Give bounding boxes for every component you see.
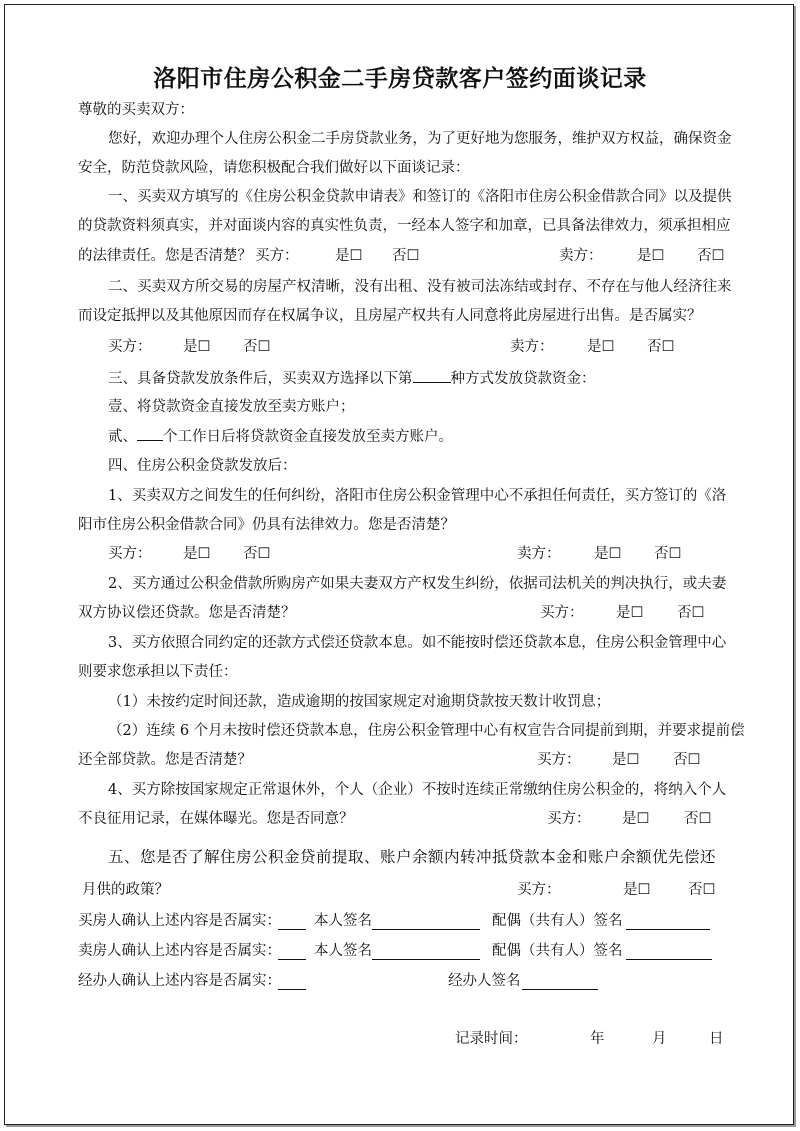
seller-confirm-field[interactable] [278, 941, 306, 960]
method-number-field[interactable] [413, 368, 451, 383]
section-3-option-1: 壹、将贷款资金直接发放至卖方账户； [108, 399, 355, 415]
seller-label: 卖方： [559, 248, 603, 264]
buyer-spouse-sign-field[interactable] [626, 911, 710, 930]
option-2-prefix: 贰、 [108, 429, 137, 445]
seller-no-checkbox[interactable]: 否☐ [697, 248, 725, 264]
buyer-no-checkbox[interactable]: 否☐ [673, 752, 701, 768]
buyer-yes-checkbox[interactable]: 是☐ [612, 752, 640, 768]
seller-yes-checkbox[interactable]: 是☐ [587, 339, 615, 355]
item-4-1-line-2: 阳市住房公积金借款合同》仍具有法律效力。您是否清楚？ [78, 517, 455, 533]
buyer-no-checkbox[interactable]: 否☐ [677, 605, 705, 621]
buyer-no-checkbox[interactable]: 否☐ [243, 546, 271, 562]
buyer-yes-checkbox[interactable]: 是☐ [335, 248, 363, 264]
workday-count-field[interactable] [137, 426, 163, 441]
item-4-4-line-1: 4、买方除按国家规定正常退休外，个人（企业）不按时连续正常缴纳住房公积金的，将纳入个人 [108, 782, 727, 798]
section-3-text-b: 种方式发放贷款资金： [450, 371, 596, 387]
buyer-label: 买方： [537, 752, 581, 768]
buyer-label: 买方： [108, 546, 152, 562]
item-4-2-line-1: 2、买方通过公积金借款所购房产如果夫妻双方产权发生纠纷，依据司法机关的判决执行，或夫妻 [108, 576, 727, 592]
seller-spouse-sign-label: 配偶（共有人）签名 [492, 943, 623, 959]
item-4-3-sub-1: （1）未按约定时间还款，造成逾期的按国家规定对逾期贷款按天数计收罚息； [108, 694, 611, 710]
seller-no-checkbox[interactable]: 否☐ [654, 546, 682, 562]
seller-self-sign-label: 本人签名 [314, 943, 372, 959]
seller-label: 卖方： [510, 339, 554, 355]
seller-no-checkbox[interactable]: 否☐ [647, 339, 675, 355]
section-3-text-a: 三、具备贷款发放条件后，买卖双方选择以下第 [108, 371, 413, 387]
section-5-line-2: 月供的政策？ [82, 882, 169, 898]
buyer-label: 买方： [517, 882, 561, 898]
agent-sign-label: 经办人签名 [448, 973, 521, 989]
year-label: 年 [590, 1031, 605, 1047]
record-time-label: 记录时间： [455, 1031, 528, 1047]
section-3-option-2 [108, 426, 453, 447]
greeting: 尊敬的买卖双方： [78, 102, 194, 118]
buyer-yes-checkbox[interactable]: 是☐ [623, 882, 651, 898]
section-1-line-1: 一、买卖双方填写的《住房公积金贷款申请表》和签订的《洛阳市住房公积金借款合同》以及提供 [108, 189, 732, 205]
agent-confirm-field[interactable] [278, 971, 306, 990]
buyer-yes-checkbox[interactable]: 是☐ [616, 605, 644, 621]
buyer-confirm-label: 买房人确认上述内容是否属实： [78, 913, 281, 929]
buyer-self-sign-label: 本人签名 [314, 913, 372, 929]
intro-line-2: 安全，防范贷款风险，请您积极配合我们做好以下面谈记录： [78, 160, 470, 176]
buyer-label: 买方： [108, 339, 152, 355]
section-5-line-1: 五、您是否了解住房公积金贷前提取、账户余额内转冲抵贷款本金和账户余额优先偿还 [108, 848, 717, 866]
buyer-yes-checkbox[interactable]: 是☐ [183, 546, 211, 562]
buyer-label: 买方： [540, 605, 584, 621]
seller-yes-checkbox[interactable]: 是☐ [594, 546, 622, 562]
buyer-confirm-field[interactable] [278, 911, 306, 930]
agent-sign-field[interactable] [522, 971, 598, 990]
item-4-4-line-2: 不良征用记录，在媒体曝光。您是否同意？ [78, 811, 354, 827]
item-4-3-sub-2-line-1: （2）连续 6 个月未按时偿还贷款本息，住房公积金管理中心有权宣告合同提前到期，并要求提前偿 [108, 723, 745, 739]
buyer-yes-checkbox[interactable]: 是☐ [622, 811, 650, 827]
buyer-no-checkbox[interactable]: 否☐ [243, 339, 271, 355]
section-2-line-2: 而设定抵押以及其他原因而存在权属争议，且房屋产权共有人同意将此房屋进行出售。是否属实？ [78, 308, 702, 324]
agent-confirm-label: 经办人确认上述内容是否属实： [78, 973, 281, 989]
buyer-self-sign-field[interactable] [372, 911, 480, 930]
day-label: 日 [709, 1031, 724, 1047]
intro-line-1: 您好，欢迎办理个人住房公积金二手房贷款业务，为了更好地为您服务，维护双方权益，确保资金 [108, 131, 732, 147]
section-2-line-1: 二、买卖双方所交易的房屋产权清晰，没有出租、没有被司法冻结或封存、不存在与他人经济往来 [108, 279, 732, 295]
buyer-no-checkbox[interactable]: 否☐ [392, 248, 420, 264]
buyer-no-checkbox[interactable]: 否☐ [684, 811, 712, 827]
section-1-line-3: 的法律责任。您是否清楚？ [78, 248, 252, 264]
buyer-yes-checkbox[interactable]: 是☐ [183, 339, 211, 355]
seller-yes-checkbox[interactable]: 是☐ [637, 248, 665, 264]
item-4-3-line-2: 则要求您承担以下责任： [78, 664, 238, 680]
item-4-1-line-1: 1、买卖双方之间发生的任何纠纷，洛阳市住房公积金管理中心不承担任何责任，买方签订的《洛 [108, 488, 727, 504]
month-label: 月 [652, 1031, 667, 1047]
section-1-line-2: 的贷款资料须真实，并对面谈内容的真实性负责，一经本人签字和加章，已具备法律效力，须承担相应 [78, 218, 731, 234]
item-4-3-sub-2-line-2: 还全部贷款。您是否清楚？ [78, 752, 252, 768]
option-2-text: 个工作日后将贷款资金直接发放至卖方账户。 [163, 429, 453, 445]
section-3-line [108, 368, 596, 389]
item-4-2-line-2: 双方协议偿还贷款。您是否清楚？ [78, 605, 296, 621]
seller-spouse-sign-field[interactable] [626, 941, 712, 960]
page-title: 洛阳市住房公积金二手房贷款客户签约面谈记录 [153, 66, 647, 92]
seller-self-sign-field[interactable] [372, 941, 480, 960]
buyer-spouse-sign-label: 配偶（共有人）签名 [492, 913, 623, 929]
section-4-heading: 四、住房公积金贷款发放后： [108, 458, 297, 474]
buyer-label: 买方： [255, 248, 299, 264]
seller-confirm-label: 卖房人确认上述内容是否属实： [78, 943, 281, 959]
item-4-3-line-1: 3、买方依照合同约定的还款方式偿还贷款本息。如不能按时偿还贷款本息，住房公积金管理中心 [108, 635, 727, 651]
seller-label: 卖方： [517, 546, 561, 562]
buyer-label: 买方： [547, 811, 591, 827]
buyer-no-checkbox[interactable]: 否☐ [688, 882, 716, 898]
